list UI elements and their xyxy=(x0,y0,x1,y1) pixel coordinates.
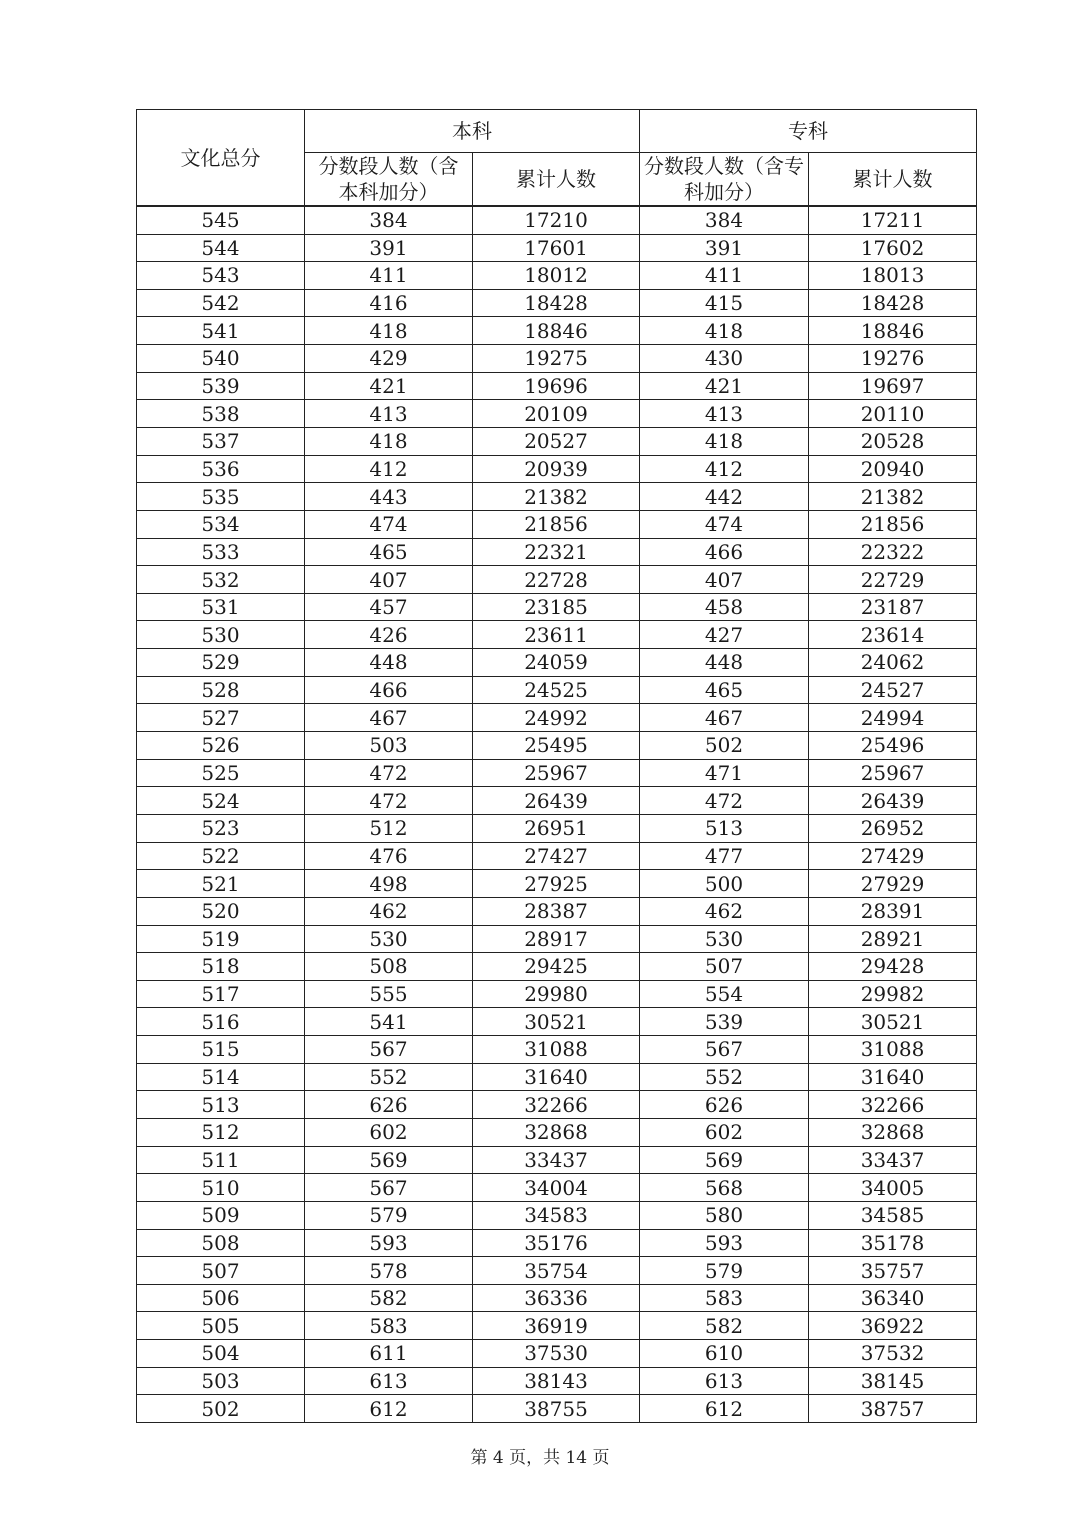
table-row xyxy=(137,980,977,1008)
undergrad-segment-cell: 448 xyxy=(305,649,473,677)
junior-cumulative-cell: 24994 xyxy=(809,704,977,732)
score-cell: 538 xyxy=(137,400,305,428)
score-cell: 539 xyxy=(137,372,305,400)
undergrad-cumulative-cell: 21382 xyxy=(473,483,640,511)
table-row xyxy=(137,897,977,925)
table-header xyxy=(137,110,977,207)
table-row xyxy=(137,814,977,842)
page-number-footer: 第 4 页，共 14 页 xyxy=(470,1448,610,1468)
junior-segment-cell: 582 xyxy=(640,1312,809,1340)
undergrad-segment-cell: 498 xyxy=(305,870,473,898)
undergrad-segment-cell: 593 xyxy=(305,1229,473,1257)
score-cell: 502 xyxy=(137,1395,305,1423)
table-row xyxy=(137,704,977,732)
score-cell: 508 xyxy=(137,1229,305,1257)
junior-cumulative-cell: 18846 xyxy=(809,317,977,345)
score-cell: 518 xyxy=(137,953,305,981)
undergrad-cumulative-cell: 23611 xyxy=(473,621,640,649)
junior-segment-cell: 471 xyxy=(640,759,809,787)
undergrad-segment-cell: 541 xyxy=(305,1008,473,1036)
undergrad-cumulative-cell: 21856 xyxy=(473,510,640,538)
junior-segment-cell: 580 xyxy=(640,1201,809,1229)
junior-cumulative-cell: 23614 xyxy=(809,621,977,649)
junior-cumulative-cell: 21382 xyxy=(809,483,977,511)
undergrad-cumulative-cell: 26951 xyxy=(473,814,640,842)
score-distribution-table xyxy=(136,109,977,1423)
junior-segment-cell: 552 xyxy=(640,1063,809,1091)
undergrad-cumulative-cell: 19275 xyxy=(473,345,640,373)
score-cell: 531 xyxy=(137,593,305,621)
undergrad-segment-cell: 457 xyxy=(305,593,473,621)
score-cell: 520 xyxy=(137,897,305,925)
score-cell: 506 xyxy=(137,1284,305,1312)
undergrad-cumulative-cell: 25967 xyxy=(473,759,640,787)
junior-cumulative-cell: 38145 xyxy=(809,1367,977,1395)
undergrad-cumulative-cell: 32868 xyxy=(473,1119,640,1147)
table-row xyxy=(137,621,977,649)
undergrad-cumulative-cell: 35176 xyxy=(473,1229,640,1257)
undergrad-segment-cell: 391 xyxy=(305,234,473,262)
undergrad-segment-cell: 583 xyxy=(305,1312,473,1340)
table-row xyxy=(137,1008,977,1036)
undergrad-cumulative-cell: 24059 xyxy=(473,649,640,677)
undergrad-cumulative-cell: 28387 xyxy=(473,897,640,925)
score-cell: 522 xyxy=(137,842,305,870)
table-row xyxy=(137,1091,977,1119)
junior-cumulative-cell: 19697 xyxy=(809,372,977,400)
undergrad-cumulative-cell: 29980 xyxy=(473,980,640,1008)
undergrad-cumulative-cell: 20109 xyxy=(473,400,640,428)
undergrad-cumulative-cell: 24992 xyxy=(473,704,640,732)
undergrad-segment-cell: 555 xyxy=(305,980,473,1008)
table-row xyxy=(137,1340,977,1368)
table-row xyxy=(137,234,977,262)
junior-segment-cell: 530 xyxy=(640,925,809,953)
junior-segment-cell: 507 xyxy=(640,953,809,981)
table-row xyxy=(137,1174,977,1202)
score-cell: 511 xyxy=(137,1146,305,1174)
undergrad-segment-cell: 612 xyxy=(305,1395,473,1423)
junior-cumulative-cell: 33437 xyxy=(809,1146,977,1174)
undergrad-segment-cell: 530 xyxy=(305,925,473,953)
score-cell: 543 xyxy=(137,262,305,290)
junior-segment-cell: 418 xyxy=(640,317,809,345)
undergrad-segment-cell: 508 xyxy=(305,953,473,981)
undergrad-cumulative-cell: 38143 xyxy=(473,1367,640,1395)
junior-segment-cell: 421 xyxy=(640,372,809,400)
score-cell: 535 xyxy=(137,483,305,511)
header-undergrad-cumulative: 累计人数 xyxy=(473,153,640,207)
score-cell: 532 xyxy=(137,566,305,594)
junior-cumulative-cell: 31640 xyxy=(809,1063,977,1091)
undergrad-cumulative-cell: 34004 xyxy=(473,1174,640,1202)
undergrad-segment-cell: 407 xyxy=(305,566,473,594)
table-row xyxy=(137,427,977,455)
junior-segment-cell: 567 xyxy=(640,1036,809,1064)
undergrad-segment-cell: 578 xyxy=(305,1257,473,1285)
junior-segment-cell: 412 xyxy=(640,455,809,483)
junior-cumulative-cell: 23187 xyxy=(809,593,977,621)
undergrad-segment-cell: 503 xyxy=(305,732,473,760)
junior-segment-cell: 458 xyxy=(640,593,809,621)
junior-segment-cell: 602 xyxy=(640,1119,809,1147)
table-row xyxy=(137,289,977,317)
junior-segment-cell: 466 xyxy=(640,538,809,566)
undergrad-cumulative-cell: 33437 xyxy=(473,1146,640,1174)
junior-cumulative-cell: 17211 xyxy=(809,206,977,234)
table-row xyxy=(137,676,977,704)
undergrad-segment-cell: 421 xyxy=(305,372,473,400)
table-row xyxy=(137,400,977,428)
junior-cumulative-cell: 28391 xyxy=(809,897,977,925)
junior-cumulative-cell: 26439 xyxy=(809,787,977,815)
undergrad-segment-cell: 476 xyxy=(305,842,473,870)
table-row xyxy=(137,483,977,511)
table-row xyxy=(137,593,977,621)
undergrad-segment-cell: 474 xyxy=(305,510,473,538)
table-row xyxy=(137,538,977,566)
score-cell: 529 xyxy=(137,649,305,677)
undergrad-cumulative-cell: 31640 xyxy=(473,1063,640,1091)
junior-segment-cell: 612 xyxy=(640,1395,809,1423)
undergrad-cumulative-cell: 20527 xyxy=(473,427,640,455)
junior-cumulative-cell: 27929 xyxy=(809,870,977,898)
table-row xyxy=(137,787,977,815)
table-row xyxy=(137,1201,977,1229)
score-cell: 507 xyxy=(137,1257,305,1285)
junior-segment-cell: 391 xyxy=(640,234,809,262)
undergrad-cumulative-cell: 19696 xyxy=(473,372,640,400)
score-cell: 510 xyxy=(137,1174,305,1202)
junior-cumulative-cell: 36922 xyxy=(809,1312,977,1340)
score-cell: 524 xyxy=(137,787,305,815)
undergrad-cumulative-cell: 18428 xyxy=(473,289,640,317)
undergrad-cumulative-cell: 32266 xyxy=(473,1091,640,1119)
junior-cumulative-cell: 38757 xyxy=(809,1395,977,1423)
undergrad-segment-cell: 472 xyxy=(305,759,473,787)
undergrad-cumulative-cell: 20939 xyxy=(473,455,640,483)
score-cell: 525 xyxy=(137,759,305,787)
junior-segment-cell: 513 xyxy=(640,814,809,842)
header-group-junior: 专科 xyxy=(640,110,977,153)
junior-segment-cell: 554 xyxy=(640,980,809,1008)
score-cell: 530 xyxy=(137,621,305,649)
junior-cumulative-cell: 25967 xyxy=(809,759,977,787)
undergrad-segment-cell: 602 xyxy=(305,1119,473,1147)
junior-segment-cell: 474 xyxy=(640,510,809,538)
undergrad-cumulative-cell: 30521 xyxy=(473,1008,640,1036)
table-row xyxy=(137,566,977,594)
score-cell: 545 xyxy=(137,206,305,234)
undergrad-segment-cell: 418 xyxy=(305,427,473,455)
junior-segment-cell: 462 xyxy=(640,897,809,925)
junior-cumulative-cell: 29428 xyxy=(809,953,977,981)
table-row xyxy=(137,1229,977,1257)
undergrad-segment-cell: 426 xyxy=(305,621,473,649)
table-row xyxy=(137,1036,977,1064)
table-row xyxy=(137,1257,977,1285)
undergrad-cumulative-cell: 25495 xyxy=(473,732,640,760)
junior-cumulative-cell: 26952 xyxy=(809,814,977,842)
junior-segment-cell: 407 xyxy=(640,566,809,594)
score-cell: 527 xyxy=(137,704,305,732)
score-cell: 515 xyxy=(137,1036,305,1064)
score-cell: 514 xyxy=(137,1063,305,1091)
undergrad-cumulative-cell: 24525 xyxy=(473,676,640,704)
score-cell: 517 xyxy=(137,980,305,1008)
undergrad-segment-cell: 418 xyxy=(305,317,473,345)
junior-cumulative-cell: 31088 xyxy=(809,1036,977,1064)
junior-cumulative-cell: 21856 xyxy=(809,510,977,538)
junior-segment-cell: 539 xyxy=(640,1008,809,1036)
table-row xyxy=(137,1063,977,1091)
undergrad-segment-cell: 462 xyxy=(305,897,473,925)
junior-segment-cell: 442 xyxy=(640,483,809,511)
junior-cumulative-cell: 25496 xyxy=(809,732,977,760)
table-row xyxy=(137,455,977,483)
junior-segment-cell: 413 xyxy=(640,400,809,428)
table-row xyxy=(137,510,977,538)
table-row xyxy=(137,206,977,234)
undergrad-cumulative-cell: 36919 xyxy=(473,1312,640,1340)
junior-cumulative-cell: 35178 xyxy=(809,1229,977,1257)
score-cell: 519 xyxy=(137,925,305,953)
junior-cumulative-cell: 35757 xyxy=(809,1257,977,1285)
junior-segment-cell: 569 xyxy=(640,1146,809,1174)
score-cell: 537 xyxy=(137,427,305,455)
junior-segment-cell: 568 xyxy=(640,1174,809,1202)
table-row xyxy=(137,1119,977,1147)
score-cell: 544 xyxy=(137,234,305,262)
junior-segment-cell: 500 xyxy=(640,870,809,898)
junior-cumulative-cell: 27429 xyxy=(809,842,977,870)
junior-cumulative-cell: 32266 xyxy=(809,1091,977,1119)
table-body xyxy=(137,206,977,1423)
junior-segment-cell: 427 xyxy=(640,621,809,649)
junior-segment-cell: 502 xyxy=(640,732,809,760)
header-junior-cumulative: 累计人数 xyxy=(809,153,977,207)
junior-segment-cell: 418 xyxy=(640,427,809,455)
undergrad-cumulative-cell: 36336 xyxy=(473,1284,640,1312)
table-row xyxy=(137,1146,977,1174)
header-junior-segment: 分数段人数（含专科加分） xyxy=(640,153,809,207)
table-row xyxy=(137,317,977,345)
junior-cumulative-cell: 22729 xyxy=(809,566,977,594)
undergrad-segment-cell: 412 xyxy=(305,455,473,483)
junior-segment-cell: 467 xyxy=(640,704,809,732)
undergrad-segment-cell: 579 xyxy=(305,1201,473,1229)
score-cell: 505 xyxy=(137,1312,305,1340)
junior-segment-cell: 626 xyxy=(640,1091,809,1119)
undergrad-segment-cell: 466 xyxy=(305,676,473,704)
undergrad-cumulative-cell: 27925 xyxy=(473,870,640,898)
undergrad-segment-cell: 465 xyxy=(305,538,473,566)
undergrad-segment-cell: 512 xyxy=(305,814,473,842)
score-cell: 516 xyxy=(137,1008,305,1036)
table-row xyxy=(137,1367,977,1395)
score-cell: 504 xyxy=(137,1340,305,1368)
table-row xyxy=(137,262,977,290)
score-cell: 541 xyxy=(137,317,305,345)
undergrad-cumulative-cell: 23185 xyxy=(473,593,640,621)
junior-cumulative-cell: 30521 xyxy=(809,1008,977,1036)
junior-segment-cell: 384 xyxy=(640,206,809,234)
junior-segment-cell: 583 xyxy=(640,1284,809,1312)
junior-cumulative-cell: 20528 xyxy=(809,427,977,455)
junior-segment-cell: 579 xyxy=(640,1257,809,1285)
score-cell: 503 xyxy=(137,1367,305,1395)
junior-cumulative-cell: 28921 xyxy=(809,925,977,953)
undergrad-segment-cell: 569 xyxy=(305,1146,473,1174)
junior-segment-cell: 472 xyxy=(640,787,809,815)
undergrad-cumulative-cell: 27427 xyxy=(473,842,640,870)
undergrad-cumulative-cell: 22728 xyxy=(473,566,640,594)
score-cell: 533 xyxy=(137,538,305,566)
junior-segment-cell: 411 xyxy=(640,262,809,290)
junior-segment-cell: 610 xyxy=(640,1340,809,1368)
undergrad-segment-cell: 384 xyxy=(305,206,473,234)
junior-cumulative-cell: 24062 xyxy=(809,649,977,677)
junior-cumulative-cell: 37532 xyxy=(809,1340,977,1368)
undergrad-segment-cell: 626 xyxy=(305,1091,473,1119)
score-cell: 542 xyxy=(137,289,305,317)
junior-segment-cell: 613 xyxy=(640,1367,809,1395)
junior-cumulative-cell: 20940 xyxy=(809,455,977,483)
junior-cumulative-cell: 29982 xyxy=(809,980,977,1008)
undergrad-segment-cell: 411 xyxy=(305,262,473,290)
junior-cumulative-cell: 18013 xyxy=(809,262,977,290)
score-cell: 534 xyxy=(137,510,305,538)
undergrad-cumulative-cell: 38755 xyxy=(473,1395,640,1423)
junior-segment-cell: 477 xyxy=(640,842,809,870)
table-row xyxy=(137,372,977,400)
table-row xyxy=(137,842,977,870)
undergrad-cumulative-cell: 18846 xyxy=(473,317,640,345)
undergrad-segment-cell: 472 xyxy=(305,787,473,815)
undergrad-segment-cell: 443 xyxy=(305,483,473,511)
undergrad-cumulative-cell: 17601 xyxy=(473,234,640,262)
undergrad-segment-cell: 582 xyxy=(305,1284,473,1312)
junior-cumulative-cell: 17602 xyxy=(809,234,977,262)
junior-cumulative-cell: 20110 xyxy=(809,400,977,428)
junior-segment-cell: 415 xyxy=(640,289,809,317)
header-score-column: 文化总分 xyxy=(137,110,305,207)
junior-cumulative-cell: 24527 xyxy=(809,676,977,704)
header-undergrad-segment: 分数段人数（含本科加分） xyxy=(305,153,473,207)
score-cell: 521 xyxy=(137,870,305,898)
undergrad-cumulative-cell: 28917 xyxy=(473,925,640,953)
table-row xyxy=(137,870,977,898)
score-cell: 513 xyxy=(137,1091,305,1119)
table-row xyxy=(137,1395,977,1423)
junior-cumulative-cell: 36340 xyxy=(809,1284,977,1312)
undergrad-cumulative-cell: 17210 xyxy=(473,206,640,234)
table-row xyxy=(137,345,977,373)
header-group-undergrad: 本科 xyxy=(305,110,640,153)
junior-segment-cell: 593 xyxy=(640,1229,809,1257)
undergrad-segment-cell: 611 xyxy=(305,1340,473,1368)
score-cell: 540 xyxy=(137,345,305,373)
junior-cumulative-cell: 18428 xyxy=(809,289,977,317)
undergrad-segment-cell: 567 xyxy=(305,1174,473,1202)
junior-segment-cell: 448 xyxy=(640,649,809,677)
undergrad-cumulative-cell: 29425 xyxy=(473,953,640,981)
undergrad-cumulative-cell: 22321 xyxy=(473,538,640,566)
table-row xyxy=(137,732,977,760)
table-row xyxy=(137,1312,977,1340)
undergrad-segment-cell: 567 xyxy=(305,1036,473,1064)
undergrad-segment-cell: 416 xyxy=(305,289,473,317)
undergrad-segment-cell: 613 xyxy=(305,1367,473,1395)
junior-cumulative-cell: 19276 xyxy=(809,345,977,373)
undergrad-cumulative-cell: 35754 xyxy=(473,1257,640,1285)
table-row xyxy=(137,649,977,677)
table-row xyxy=(137,953,977,981)
undergrad-cumulative-cell: 37530 xyxy=(473,1340,640,1368)
score-cell: 526 xyxy=(137,732,305,760)
score-cell: 528 xyxy=(137,676,305,704)
table-row xyxy=(137,1284,977,1312)
junior-cumulative-cell: 22322 xyxy=(809,538,977,566)
junior-cumulative-cell: 34585 xyxy=(809,1201,977,1229)
undergrad-cumulative-cell: 18012 xyxy=(473,262,640,290)
score-cell: 509 xyxy=(137,1201,305,1229)
junior-cumulative-cell: 34005 xyxy=(809,1174,977,1202)
undergrad-segment-cell: 467 xyxy=(305,704,473,732)
score-cell: 536 xyxy=(137,455,305,483)
score-cell: 523 xyxy=(137,814,305,842)
table-row xyxy=(137,925,977,953)
score-cell: 512 xyxy=(137,1119,305,1147)
undergrad-segment-cell: 413 xyxy=(305,400,473,428)
junior-segment-cell: 430 xyxy=(640,345,809,373)
undergrad-segment-cell: 552 xyxy=(305,1063,473,1091)
junior-cumulative-cell: 32868 xyxy=(809,1119,977,1147)
undergrad-cumulative-cell: 26439 xyxy=(473,787,640,815)
table-row xyxy=(137,759,977,787)
undergrad-segment-cell: 429 xyxy=(305,345,473,373)
junior-segment-cell: 465 xyxy=(640,676,809,704)
undergrad-cumulative-cell: 31088 xyxy=(473,1036,640,1064)
undergrad-cumulative-cell: 34583 xyxy=(473,1201,640,1229)
